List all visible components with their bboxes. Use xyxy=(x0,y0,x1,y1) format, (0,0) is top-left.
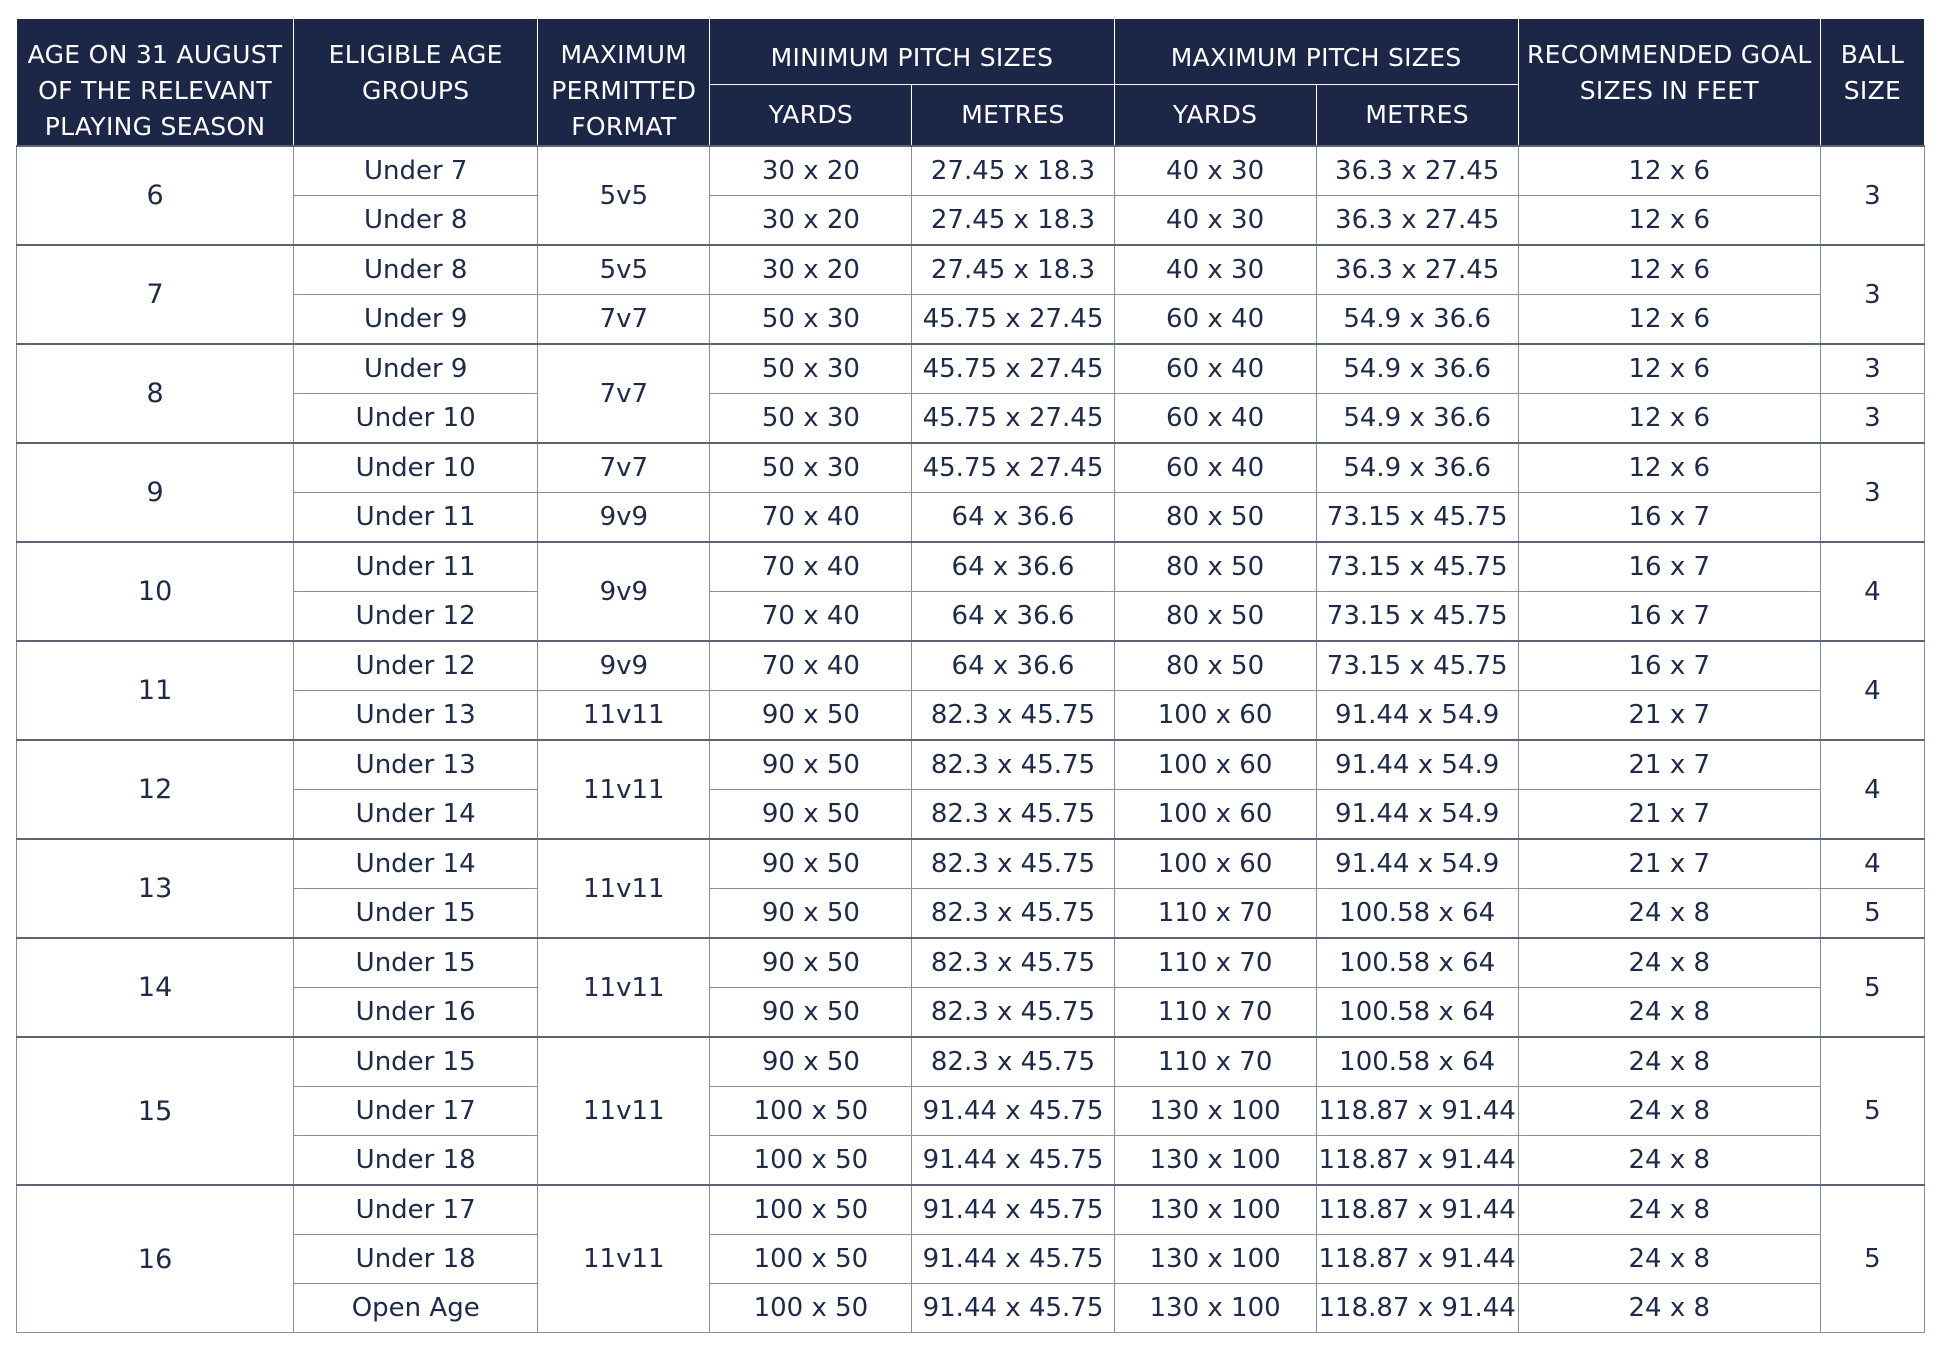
min-metres-cell: 82.3 x 45.75 xyxy=(912,889,1114,939)
age-group-cell: Under 9 xyxy=(294,344,538,394)
max-metres-cell: 73.15 x 45.75 xyxy=(1316,592,1518,642)
goal-size-cell: 16 x 7 xyxy=(1518,641,1820,691)
table-header xyxy=(17,19,1925,147)
min-metres-cell: 27.45 x 18.3 xyxy=(912,245,1114,295)
goal-size-cell: 21 x 7 xyxy=(1518,740,1820,790)
goal-size-cell: 24 x 8 xyxy=(1518,1284,1820,1333)
header-maximum-format: MAXIMUM PERMITTED FORMAT xyxy=(538,19,710,147)
min-yards-cell: 50 x 30 xyxy=(710,295,912,345)
max-metres-cell: 54.9 x 36.6 xyxy=(1316,394,1518,444)
format-cell: 5v5 xyxy=(538,245,710,295)
age-group-cell: Under 18 xyxy=(294,1136,538,1186)
min-yards-cell: 90 x 50 xyxy=(710,938,912,988)
pitch-size-table xyxy=(16,18,1925,1333)
table-row xyxy=(17,839,1925,889)
min-yards-cell: 90 x 50 xyxy=(710,988,912,1038)
table-row xyxy=(17,938,1925,988)
max-yards-cell: 110 x 70 xyxy=(1114,889,1316,939)
table-row xyxy=(17,790,1925,840)
max-yards-cell: 130 x 100 xyxy=(1114,1087,1316,1136)
table-row xyxy=(17,196,1925,246)
max-metres-cell: 36.3 x 27.45 xyxy=(1316,245,1518,295)
table-row xyxy=(17,988,1925,1038)
age-cell: 16 xyxy=(17,1185,294,1333)
age-group-cell: Under 10 xyxy=(294,394,538,444)
table-row xyxy=(17,1185,1925,1235)
ball-size-cell: 5 xyxy=(1820,938,1924,1037)
max-yards-cell: 130 x 100 xyxy=(1114,1284,1316,1333)
age-group-cell: Under 12 xyxy=(294,641,538,691)
age-group-cell: Under 11 xyxy=(294,542,538,592)
header-min-yards: YARDS xyxy=(710,84,912,146)
table-row xyxy=(17,542,1925,592)
min-metres-cell: 91.44 x 45.75 xyxy=(912,1087,1114,1136)
goal-size-cell: 24 x 8 xyxy=(1518,938,1820,988)
table-row xyxy=(17,295,1925,345)
ball-size-cell: 3 xyxy=(1820,344,1924,394)
max-metres-cell: 118.87 x 91.44 xyxy=(1316,1087,1518,1136)
min-yards-cell: 30 x 20 xyxy=(710,196,912,246)
max-metres-cell: 54.9 x 36.6 xyxy=(1316,295,1518,345)
min-metres-cell: 91.44 x 45.75 xyxy=(912,1136,1114,1186)
age-group-cell: Under 9 xyxy=(294,295,538,345)
format-cell: 5v5 xyxy=(538,146,710,245)
min-yards-cell: 100 x 50 xyxy=(710,1235,912,1284)
max-yards-cell: 110 x 70 xyxy=(1114,988,1316,1038)
ball-size-cell: 5 xyxy=(1820,889,1924,939)
table-row xyxy=(17,691,1925,741)
goal-size-cell: 12 x 6 xyxy=(1518,344,1820,394)
age-cell: 13 xyxy=(17,839,294,938)
age-cell: 15 xyxy=(17,1037,294,1185)
min-metres-cell: 27.45 x 18.3 xyxy=(912,196,1114,246)
max-yards-cell: 60 x 40 xyxy=(1114,295,1316,345)
max-metres-cell: 36.3 x 27.45 xyxy=(1316,196,1518,246)
header-minimum-pitch-sizes: MINIMUM PITCH SIZES xyxy=(710,19,1114,85)
max-metres-cell: 100.58 x 64 xyxy=(1316,889,1518,939)
goal-size-cell: 24 x 8 xyxy=(1518,889,1820,939)
min-metres-cell: 45.75 x 27.45 xyxy=(912,443,1114,493)
header-goal-sizes: RECOMMENDED GOAL SIZES IN FEET xyxy=(1518,19,1820,147)
min-yards-cell: 50 x 30 xyxy=(710,394,912,444)
max-metres-cell: 73.15 x 45.75 xyxy=(1316,641,1518,691)
min-yards-cell: 90 x 50 xyxy=(710,790,912,840)
min-metres-cell: 64 x 36.6 xyxy=(912,641,1114,691)
header-max-yards: YARDS xyxy=(1114,84,1316,146)
min-metres-cell: 91.44 x 45.75 xyxy=(912,1284,1114,1333)
goal-size-cell: 12 x 6 xyxy=(1518,196,1820,246)
goal-size-cell: 24 x 8 xyxy=(1518,1087,1820,1136)
max-yards-cell: 130 x 100 xyxy=(1114,1185,1316,1235)
format-cell: 11v11 xyxy=(538,1185,710,1333)
min-yards-cell: 100 x 50 xyxy=(710,1284,912,1333)
age-group-cell: Open Age xyxy=(294,1284,538,1333)
min-metres-cell: 45.75 x 27.45 xyxy=(912,295,1114,345)
format-cell: 11v11 xyxy=(538,691,710,741)
ball-size-cell: 3 xyxy=(1820,443,1924,542)
table-row xyxy=(17,1136,1925,1186)
header-age: AGE ON 31 AUGUST OF THE RELEVANT PLAYING SEASON xyxy=(17,19,294,147)
min-metres-cell: 82.3 x 45.75 xyxy=(912,1037,1114,1087)
min-yards-cell: 90 x 50 xyxy=(710,691,912,741)
ball-size-cell: 5 xyxy=(1820,1185,1924,1333)
age-cell: 6 xyxy=(17,146,294,245)
format-cell: 11v11 xyxy=(538,740,710,839)
table-row xyxy=(17,146,1925,196)
max-metres-cell: 91.44 x 54.9 xyxy=(1316,740,1518,790)
min-metres-cell: 64 x 36.6 xyxy=(912,542,1114,592)
table-row xyxy=(17,1235,1925,1284)
ball-size-cell: 3 xyxy=(1820,146,1924,245)
table-row xyxy=(17,493,1925,543)
goal-size-cell: 24 x 8 xyxy=(1518,1235,1820,1284)
min-yards-cell: 100 x 50 xyxy=(710,1087,912,1136)
age-group-cell: Under 17 xyxy=(294,1087,538,1136)
header-max-metres: METRES xyxy=(1316,84,1518,146)
table-row xyxy=(17,394,1925,444)
max-yards-cell: 40 x 30 xyxy=(1114,146,1316,196)
max-yards-cell: 110 x 70 xyxy=(1114,1037,1316,1087)
goal-size-cell: 12 x 6 xyxy=(1518,443,1820,493)
max-yards-cell: 80 x 50 xyxy=(1114,493,1316,543)
min-yards-cell: 30 x 20 xyxy=(710,146,912,196)
max-metres-cell: 100.58 x 64 xyxy=(1316,1037,1518,1087)
max-metres-cell: 100.58 x 64 xyxy=(1316,938,1518,988)
age-cell: 7 xyxy=(17,245,294,344)
format-cell: 11v11 xyxy=(538,1037,710,1185)
table-body xyxy=(17,146,1925,1333)
ball-size-cell: 4 xyxy=(1820,641,1924,740)
goal-size-cell: 24 x 8 xyxy=(1518,1037,1820,1087)
ball-size-cell: 3 xyxy=(1820,245,1924,344)
min-metres-cell: 82.3 x 45.75 xyxy=(912,691,1114,741)
min-metres-cell: 45.75 x 27.45 xyxy=(912,394,1114,444)
min-metres-cell: 91.44 x 45.75 xyxy=(912,1235,1114,1284)
max-metres-cell: 91.44 x 54.9 xyxy=(1316,839,1518,889)
age-group-cell: Under 14 xyxy=(294,790,538,840)
max-yards-cell: 40 x 30 xyxy=(1114,245,1316,295)
min-yards-cell: 100 x 50 xyxy=(710,1185,912,1235)
age-group-cell: Under 13 xyxy=(294,691,538,741)
header-maximum-pitch-sizes: MAXIMUM PITCH SIZES xyxy=(1114,19,1518,85)
ball-size-cell: 4 xyxy=(1820,542,1924,641)
max-metres-cell: 118.87 x 91.44 xyxy=(1316,1284,1518,1333)
max-metres-cell: 100.58 x 64 xyxy=(1316,988,1518,1038)
header-eligible-age-groups: ELIGIBLE AGE GROUPS xyxy=(294,19,538,147)
min-yards-cell: 30 x 20 xyxy=(710,245,912,295)
max-metres-cell: 73.15 x 45.75 xyxy=(1316,493,1518,543)
goal-size-cell: 16 x 7 xyxy=(1518,493,1820,543)
format-cell: 9v9 xyxy=(538,542,710,641)
min-yards-cell: 90 x 50 xyxy=(710,1037,912,1087)
max-metres-cell: 54.9 x 36.6 xyxy=(1316,443,1518,493)
max-metres-cell: 36.3 x 27.45 xyxy=(1316,146,1518,196)
table-row xyxy=(17,641,1925,691)
max-yards-cell: 80 x 50 xyxy=(1114,641,1316,691)
format-cell: 11v11 xyxy=(538,839,710,938)
ball-size-cell: 4 xyxy=(1820,740,1924,839)
age-group-cell: Under 12 xyxy=(294,592,538,642)
min-metres-cell: 82.3 x 45.75 xyxy=(912,790,1114,840)
goal-size-cell: 24 x 8 xyxy=(1518,988,1820,1038)
min-metres-cell: 82.3 x 45.75 xyxy=(912,740,1114,790)
age-group-cell: Under 17 xyxy=(294,1185,538,1235)
format-cell: 7v7 xyxy=(538,295,710,345)
max-yards-cell: 130 x 100 xyxy=(1114,1136,1316,1186)
age-group-cell: Under 8 xyxy=(294,245,538,295)
table-row xyxy=(17,592,1925,642)
table-row xyxy=(17,443,1925,493)
age-group-cell: Under 16 xyxy=(294,988,538,1038)
min-metres-cell: 64 x 36.6 xyxy=(912,493,1114,543)
min-yards-cell: 70 x 40 xyxy=(710,542,912,592)
ball-size-cell: 3 xyxy=(1820,394,1924,444)
table-row xyxy=(17,740,1925,790)
table-row xyxy=(17,889,1925,939)
max-metres-cell: 118.87 x 91.44 xyxy=(1316,1235,1518,1284)
age-group-cell: Under 10 xyxy=(294,443,538,493)
age-cell: 8 xyxy=(17,344,294,443)
age-group-cell: Under 15 xyxy=(294,889,538,939)
max-yards-cell: 80 x 50 xyxy=(1114,542,1316,592)
goal-size-cell: 12 x 6 xyxy=(1518,146,1820,196)
age-group-cell: Under 8 xyxy=(294,196,538,246)
goal-size-cell: 12 x 6 xyxy=(1518,394,1820,444)
min-metres-cell: 82.3 x 45.75 xyxy=(912,938,1114,988)
age-group-cell: Under 11 xyxy=(294,493,538,543)
max-yards-cell: 60 x 40 xyxy=(1114,394,1316,444)
age-cell: 11 xyxy=(17,641,294,740)
min-metres-cell: 82.3 x 45.75 xyxy=(912,839,1114,889)
age-group-cell: Under 13 xyxy=(294,740,538,790)
min-yards-cell: 50 x 30 xyxy=(710,443,912,493)
goal-size-cell: 16 x 7 xyxy=(1518,592,1820,642)
format-cell: 7v7 xyxy=(538,443,710,493)
goal-size-cell: 12 x 6 xyxy=(1518,295,1820,345)
format-cell: 11v11 xyxy=(538,938,710,1037)
min-yards-cell: 50 x 30 xyxy=(710,344,912,394)
max-metres-cell: 91.44 x 54.9 xyxy=(1316,790,1518,840)
goal-size-cell: 24 x 8 xyxy=(1518,1136,1820,1186)
age-group-cell: Under 15 xyxy=(294,1037,538,1087)
goal-size-cell: 12 x 6 xyxy=(1518,245,1820,295)
max-yards-cell: 80 x 50 xyxy=(1114,592,1316,642)
min-metres-cell: 82.3 x 45.75 xyxy=(912,988,1114,1038)
min-metres-cell: 45.75 x 27.45 xyxy=(912,344,1114,394)
table-row xyxy=(17,245,1925,295)
age-cell: 12 xyxy=(17,740,294,839)
goal-size-cell: 24 x 8 xyxy=(1518,1185,1820,1235)
table-row xyxy=(17,1037,1925,1087)
age-group-cell: Under 18 xyxy=(294,1235,538,1284)
max-yards-cell: 100 x 60 xyxy=(1114,790,1316,840)
format-cell: 9v9 xyxy=(538,493,710,543)
max-yards-cell: 110 x 70 xyxy=(1114,938,1316,988)
goal-size-cell: 21 x 7 xyxy=(1518,839,1820,889)
max-yards-cell: 130 x 100 xyxy=(1114,1235,1316,1284)
header-min-metres: METRES xyxy=(912,84,1114,146)
min-yards-cell: 90 x 50 xyxy=(710,740,912,790)
table-row xyxy=(17,1284,1925,1333)
max-yards-cell: 60 x 40 xyxy=(1114,344,1316,394)
max-yards-cell: 100 x 60 xyxy=(1114,839,1316,889)
min-yards-cell: 90 x 50 xyxy=(710,839,912,889)
age-cell: 9 xyxy=(17,443,294,542)
min-metres-cell: 27.45 x 18.3 xyxy=(912,146,1114,196)
goal-size-cell: 16 x 7 xyxy=(1518,542,1820,592)
max-metres-cell: 118.87 x 91.44 xyxy=(1316,1136,1518,1186)
goal-size-cell: 21 x 7 xyxy=(1518,790,1820,840)
max-metres-cell: 91.44 x 54.9 xyxy=(1316,691,1518,741)
max-yards-cell: 60 x 40 xyxy=(1114,443,1316,493)
min-yards-cell: 70 x 40 xyxy=(710,592,912,642)
table-row xyxy=(17,1087,1925,1136)
goal-size-cell: 21 x 7 xyxy=(1518,691,1820,741)
min-metres-cell: 64 x 36.6 xyxy=(912,592,1114,642)
age-group-cell: Under 14 xyxy=(294,839,538,889)
table-row xyxy=(17,344,1925,394)
header-ball-size: BALL SIZE xyxy=(1820,19,1924,147)
ball-size-cell: 5 xyxy=(1820,1037,1924,1185)
max-metres-cell: 118.87 x 91.44 xyxy=(1316,1185,1518,1235)
age-cell: 14 xyxy=(17,938,294,1037)
pitch-size-table-container xyxy=(16,18,1925,1333)
min-metres-cell: 91.44 x 45.75 xyxy=(912,1185,1114,1235)
max-yards-cell: 40 x 30 xyxy=(1114,196,1316,246)
format-cell: 7v7 xyxy=(538,344,710,443)
age-group-cell: Under 7 xyxy=(294,146,538,196)
age-cell: 10 xyxy=(17,542,294,641)
format-cell: 9v9 xyxy=(538,641,710,691)
ball-size-cell: 4 xyxy=(1820,839,1924,889)
min-yards-cell: 70 x 40 xyxy=(710,641,912,691)
max-metres-cell: 73.15 x 45.75 xyxy=(1316,542,1518,592)
min-yards-cell: 70 x 40 xyxy=(710,493,912,543)
min-yards-cell: 100 x 50 xyxy=(710,1136,912,1186)
max-yards-cell: 100 x 60 xyxy=(1114,740,1316,790)
max-metres-cell: 54.9 x 36.6 xyxy=(1316,344,1518,394)
min-yards-cell: 90 x 50 xyxy=(710,889,912,939)
max-yards-cell: 100 x 60 xyxy=(1114,691,1316,741)
age-group-cell: Under 15 xyxy=(294,938,538,988)
